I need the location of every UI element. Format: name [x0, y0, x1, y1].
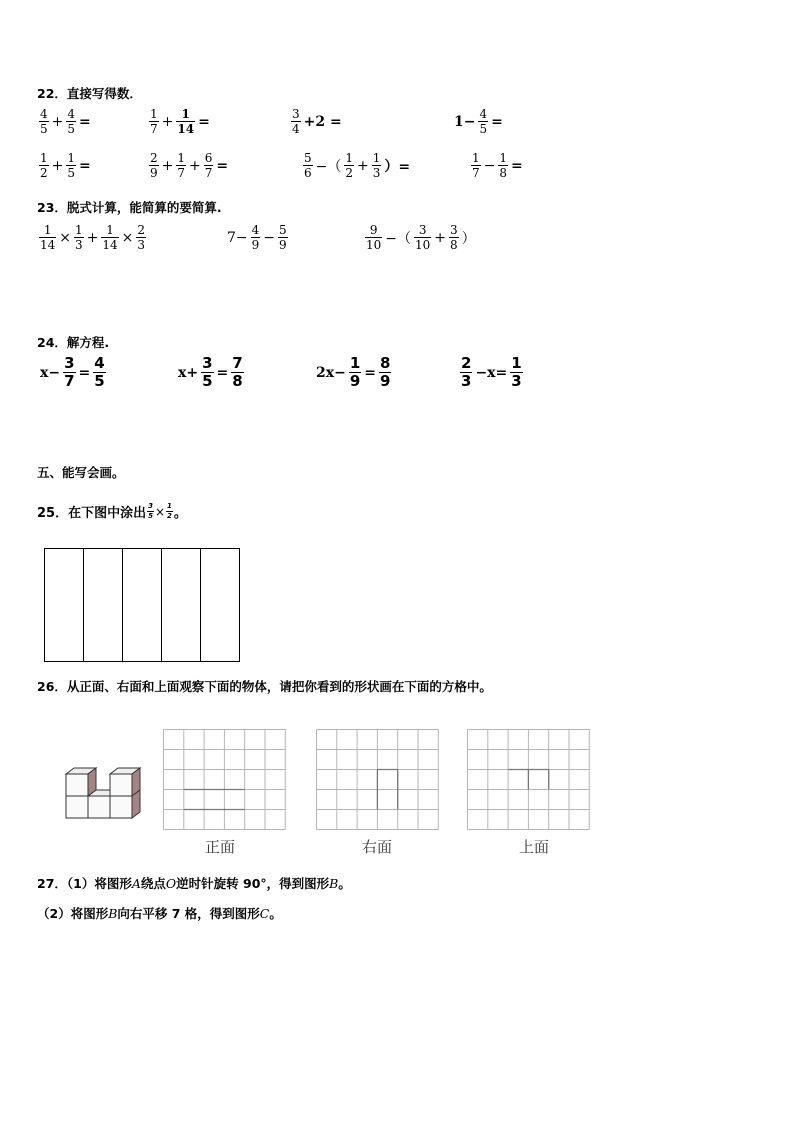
q22-expr-3: $\frac{3}{4}$ +2 =: [292, 107, 342, 136]
cube-face: [110, 796, 132, 818]
cube-face: [66, 774, 88, 796]
q26-title: 26．从正面、右面和上面观察下面的物体，请把你看到的形状画在下面的方格中。: [37, 679, 492, 694]
q22-expr-1: $\frac{4}{5}$ + $\frac{4}{5}$ =: [40, 107, 91, 136]
q22-expr-5: $\frac{1}{2}$ + $\frac{1}{5}$ =: [40, 151, 91, 180]
rectangle-outline: [45, 549, 240, 662]
q24-eq-3: 2x− $\frac{1}{9}$ = $\frac{8}{9}$: [316, 354, 391, 390]
cube-object-figure: [62, 766, 144, 820]
cube-face: [88, 796, 110, 818]
q22-expr-7: $\frac{5}{6}$ −（ $\frac{1}{2}$ + $\frac{1}{3}$ ）=: [304, 151, 411, 180]
q23-expr-2: 7− $\frac{4}{9}$ − $\frac{5}{9}$: [227, 223, 287, 252]
grid-hint-outline: [184, 790, 245, 810]
front-view-grid[interactable]: [163, 729, 287, 831]
right-view-label: 右面: [362, 838, 393, 856]
grid-hint-outline: [508, 770, 549, 790]
q22-expr-6: $\frac{2}{9}$ + $\frac{1}{7}$ + $\frac{6}{7}$ =: [150, 151, 229, 180]
top-view-label: 上面: [519, 838, 550, 856]
q23-title: 23．脱式计算，能简算的要简算.: [37, 200, 222, 215]
cube-face: [66, 796, 88, 818]
q22-title: 22．直接写得数．: [37, 86, 142, 101]
right-view-grid[interactable]: [316, 729, 440, 831]
q27-part-1: 27．（1）将图形A绕点O逆时针旋转 90°，得到图形B。: [37, 876, 351, 891]
q25-shading-rectangle[interactable]: [44, 548, 241, 663]
q25-title: 25．在下图中涂出 $\frac{3}{5}$ × $\frac{1}{2}$ 。: [37, 502, 187, 521]
cube-face: [110, 774, 132, 796]
q22-expr-2: $\frac{1}{7}$ + $\frac{1}{14}$ =: [150, 107, 210, 136]
q23-expr-3: $\frac{9}{10}$ −（ $\frac{3}{10}$ + $\frac{3}{8}$ ）: [366, 223, 476, 252]
q22-expr-8: $\frac{1}{7}$ − $\frac{1}{8}$ =: [472, 151, 523, 180]
q23-expr-1: $\frac{1}{14}$ × $\frac{1}{3}$ + $\frac{1}{14}$ × $\frac{2}{3}$: [40, 223, 146, 252]
top-view-grid[interactable]: [467, 729, 591, 831]
q22-expr-4: 1− $\frac{4}{5}$ =: [454, 107, 503, 136]
front-view-label: 正面: [205, 838, 236, 856]
q24-title: 24．解方程.: [37, 335, 110, 350]
q24-eq-2: x+ $\frac{3}{5}$ = $\frac{7}{8}$: [178, 354, 243, 390]
q27-part-2: （2）将图形B向右平移 7 格，得到图形C。: [37, 906, 282, 921]
section-5-title: 五、能写会画。: [37, 465, 125, 480]
q24-eq-4: $\frac{2}{3}$ −x= $\frac{1}{3}$: [461, 354, 522, 390]
q24-eq-1: x− $\frac{3}{7}$ = $\frac{4}{5}$: [40, 354, 105, 390]
